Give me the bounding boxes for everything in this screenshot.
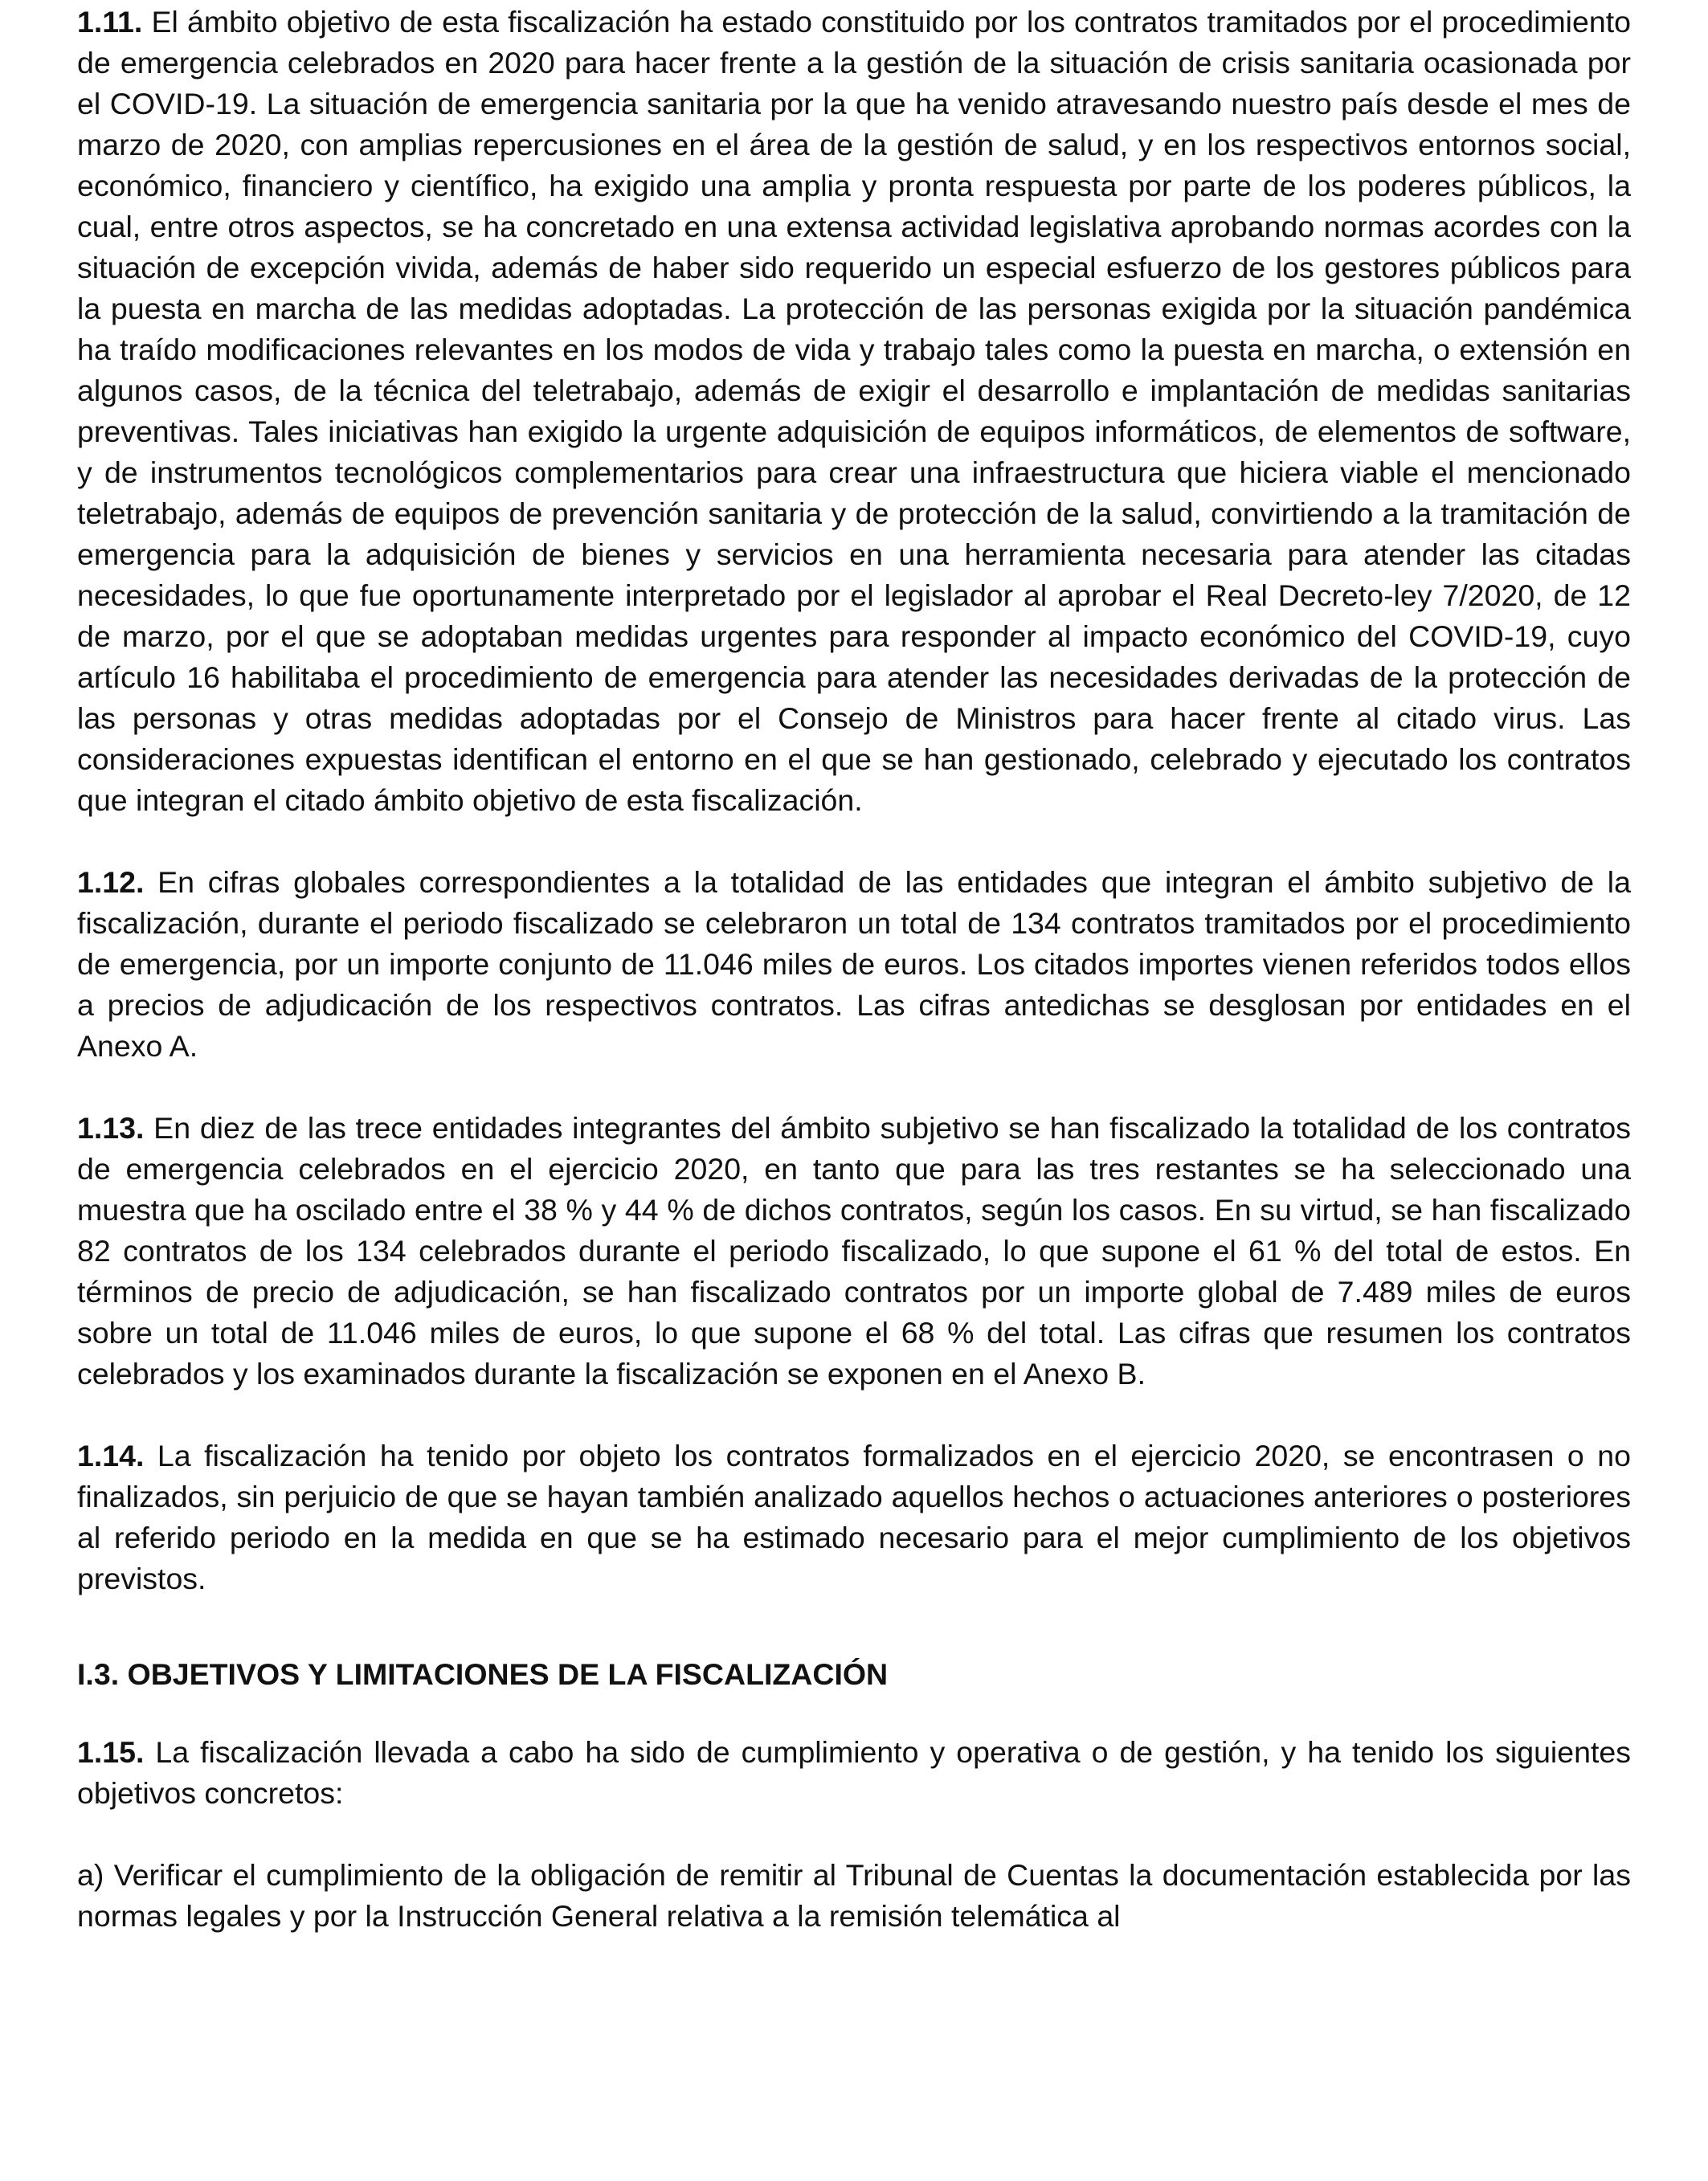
paragraph-number: 1.13. <box>77 1111 145 1145</box>
paragraph-number: 1.14. <box>77 1439 145 1472</box>
document-page <box>77 0 1631 1937</box>
objective-a <box>77 1855 1631 1937</box>
section-heading: I.3. OBJETIVOS Y LIMITACIONES DE LA FISCALIZACIÓN <box>77 1657 889 1691</box>
paragraph-1-15 <box>77 1732 1631 1814</box>
objective-text: a) Verificar el cumplimiento de la obligación de remitir al Tribunal de Cuentas la documentación establecida por las normas legales y por la Instrucción General relativa a la remisión telemática al <box>77 1858 1631 1933</box>
paragraph-1-11 <box>77 2 1631 821</box>
paragraph-number: 1.12. <box>77 865 145 899</box>
paragraph-text: En cifras globales correspondientes a la totalidad de las entidades que integran el ámbito subjetivo de la fiscalización, durante el periodo fiscalizado se celebraron un total de 134 contratos tramitados por el procedimiento de emergencia, por un importe conjunto de 11.046 miles de euros. Los citados importes vienen referidos todos ellos a precios de adjudicación de los respectivos contratos. Las cifras antedichas se desglosan por entidades en el Anexo A. <box>77 865 1631 1063</box>
paragraph-number: 1.15. <box>77 1735 145 1769</box>
paragraph-1-14 <box>77 1436 1631 1599</box>
paragraph-text: El ámbito objetivo de esta fiscalización ha estado constituido por los contratos tramitados por el procedimiento de emergencia celebrados en 2020 para hacer frente a la gestión de la situación de crisis sanitaria ocasionada por el COVID-19. La situación de emergencia sanitaria por la que ha venido atravesando nuestro país desde el mes de marzo de 2020, con amplias repercusiones en el área de la gestión de salud, y en los respectivos entornos social, económico, financiero y científico, ha exigido una amplia y pronta respuesta por parte de los poderes públicos, la cual, entre otros aspectos, se ha concretado en una extensa actividad legislativa aprobando normas acordes con la situación de excepción vivida, además de haber sido requerido un especial esfuerzo de los gestores públicos para la puesta en marcha de las medidas adoptadas. La protección de las personas exigida por la situación pandémica ha traído modificaciones relevantes en los modos de vida y trabajo tales como la puesta en marcha, o extensión en algunos casos, de la técnica del teletrabajo, además de exigir el desarrollo e implantación de medidas sanitarias preventivas. Tales iniciativas han exigido la urgente adquisición de equipos informáticos, de elementos de software, y de instrumentos tecnológicos complementarios para crear una infraestructura que hiciera viable el mencionado teletrabajo, además de equipos de prevención sanitaria y de protección de la salud, convirtiendo a la tramitación de emergencia para la adquisición de bienes y servicios en una herramienta necesaria para atender las citadas necesidades, lo que fue oportunamente interpretado por el legislador al aprobar el Real Decreto-ley 7/2020, de 12 de marzo, por el que se adoptaban medidas urgentes para responder al impacto económico del COVID-19, cuyo artículo 16 habilitaba el procedimiento de emergencia para atender las necesidades derivadas de la protección de las personas y otras medidas adoptadas por el Consejo de Ministros para hacer frente al citado virus. Las consideraciones expuestas identifican el entorno en el que se han gestionado, celebrado y ejecutado los contratos que integran el citado ámbito objetivo de esta fiscalización. <box>77 5 1631 817</box>
paragraph-number: 1.11. <box>77 5 143 39</box>
paragraph-1-12 <box>77 862 1631 1067</box>
paragraph-1-13 <box>77 1108 1631 1395</box>
paragraph-text: En diez de las trece entidades integrantes del ámbito subjetivo se han fiscalizado la totalidad de los contratos de emergencia celebrados en el ejercicio 2020, en tanto que para las tres restantes se ha seleccionado una muestra que ha oscilado entre el 38 % y 44 % de dichos contratos, según los casos. En su virtud, se han fiscalizado 82 contratos de los 134 celebrados durante el periodo fiscalizado, lo que supone el 61 % del total de estos. En términos de precio de adjudicación, se han fiscalizado contratos por un importe global de 7.489 miles de euros sobre un total de 11.046 miles de euros, lo que supone el 68 % del total. Las cifras que resumen los contratos celebrados y los examinados durante la fiscalización se exponen en el Anexo B. <box>77 1111 1631 1391</box>
paragraph-text: La fiscalización llevada a cabo ha sido de cumplimiento y operativa o de gestión, y ha tenido los siguientes objetivos concretos: <box>77 1735 1631 1810</box>
paragraph-text: La fiscalización ha tenido por objeto los contratos formalizados en el ejercicio 2020, se encontrasen o no finalizados, sin perjuicio de que se hayan también analizado aquellos hechos o actuaciones anteriores o posteriores al referido periodo en la medida en que se ha estimado necesario para el mejor cumplimiento de los objetivos previstos. <box>77 1439 1631 1595</box>
